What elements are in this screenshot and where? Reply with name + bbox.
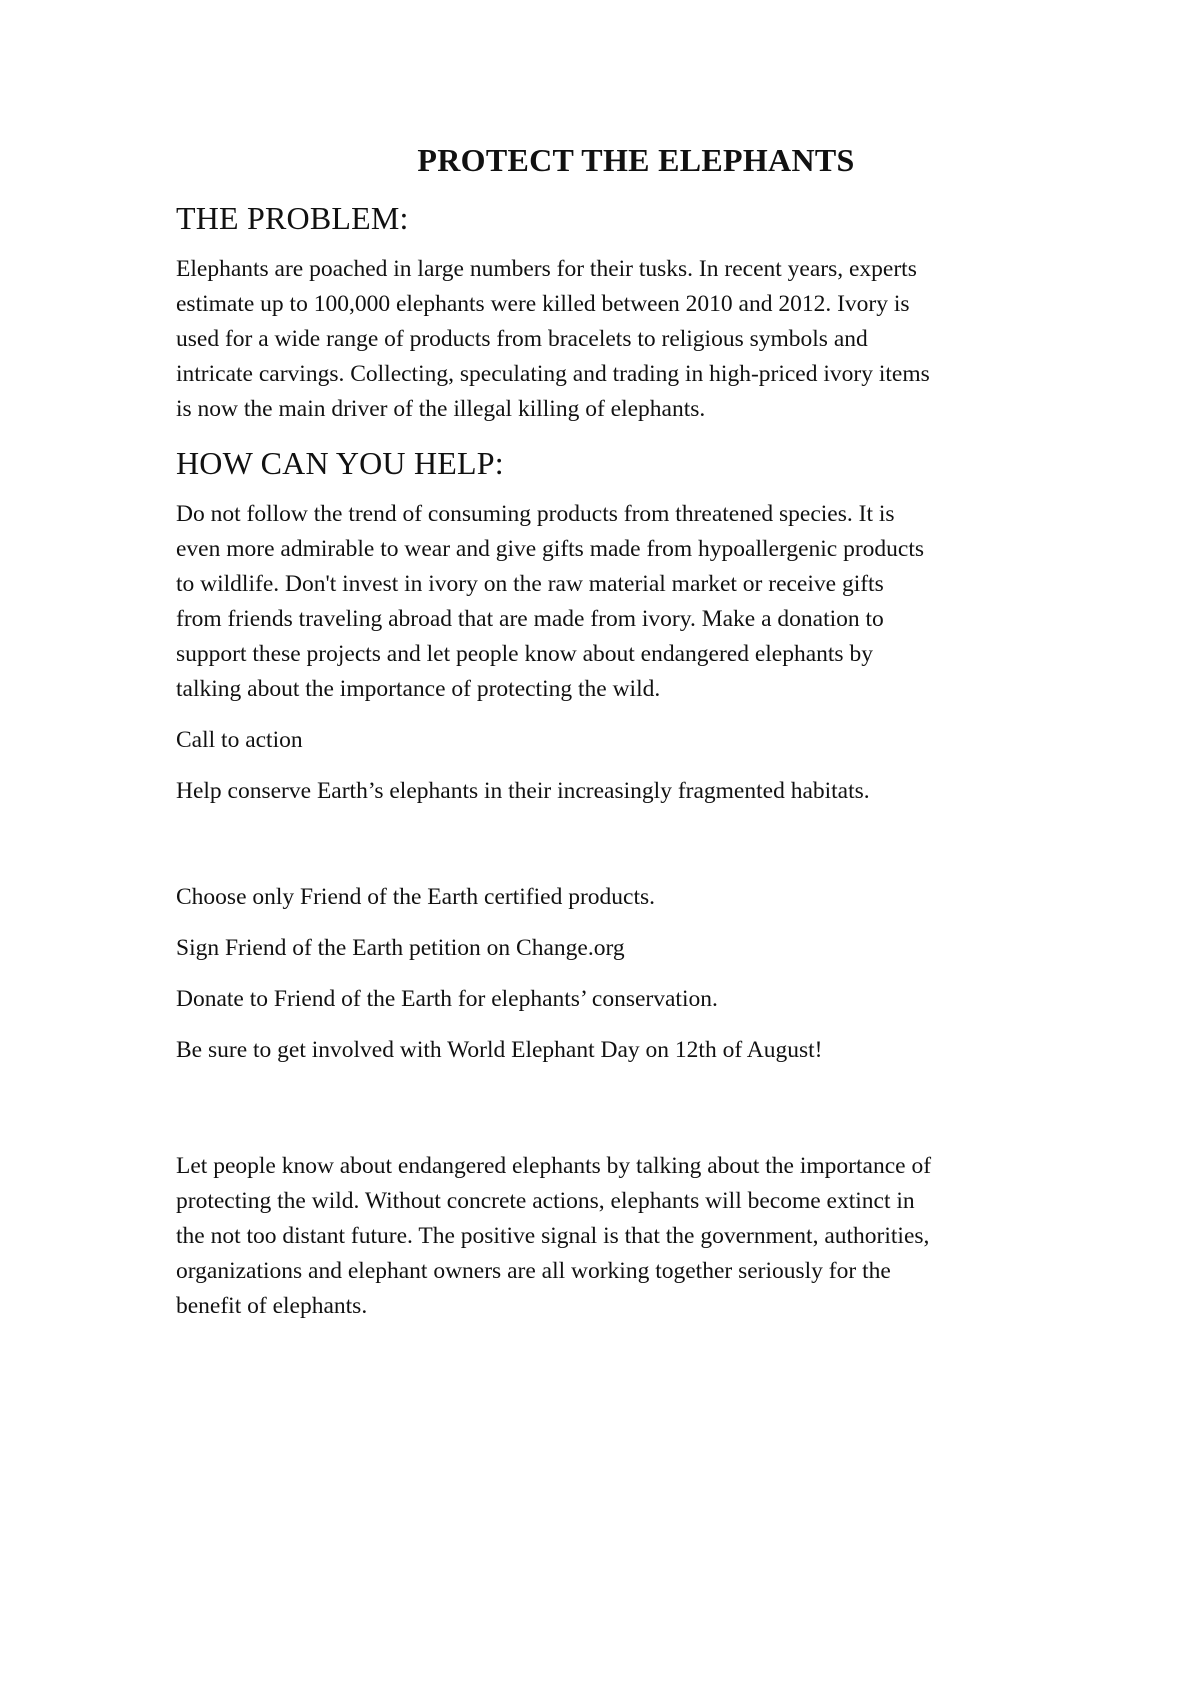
- help-line: to wildlife. Don't invest in ivory on the raw material market or receive gifts: [176, 571, 884, 597]
- help-heading: HOW CAN YOU HELP:: [176, 445, 504, 481]
- problem-line: is now the main driver of the illegal killing of elephants.: [176, 396, 706, 422]
- action-item-donate: Donate to Friend of the Earth for elephants’ conservation.: [176, 986, 718, 1012]
- help-line: Do not follow the trend of consuming products from threatened species. It is: [176, 501, 895, 527]
- call-to-action-label: Call to action: [176, 727, 303, 753]
- help-line: even more admirable to wear and give gifts made from hypoallergenic products: [176, 536, 925, 562]
- action-item-petition: Sign Friend of the Earth petition on Change.org: [176, 935, 625, 961]
- closing-paragraph: [176, 1149, 1096, 1324]
- closing-line: organizations and elephant owners are all working together seriously for the: [176, 1258, 891, 1284]
- closing-line: benefit of elephants.: [176, 1293, 368, 1319]
- problem-line: intricate carvings. Collecting, speculating and trading in high-priced ivory items: [176, 361, 930, 387]
- document-body: [176, 138, 1096, 1324]
- closing-line: Let people know about endangered elephants by talking about the importance of: [176, 1153, 932, 1179]
- blank-line: [176, 809, 1096, 864]
- blank-line: [176, 1068, 1096, 1133]
- help-line: talking about the importance of protecting the wild.: [176, 676, 661, 702]
- conserve-line: Help conserve Earth’s elephants in their increasingly fragmented habitats.: [176, 778, 870, 804]
- closing-line: protecting the wild. Without concrete actions, elephants will become extinct in: [176, 1188, 915, 1214]
- help-paragraph: [176, 497, 1096, 707]
- problem-line: Elephants are poached in large numbers for their tusks. In recent years, experts: [176, 256, 917, 282]
- action-item-certified: Choose only Friend of the Earth certified products.: [176, 884, 656, 910]
- problem-heading: THE PROBLEM:: [176, 200, 409, 236]
- help-line: from friends traveling abroad that are made from ivory. Make a donation to: [176, 606, 884, 632]
- help-line: support these projects and let people know about endangered elephants by: [176, 641, 873, 667]
- action-item-elephant-day: Be sure to get involved with World Elephant Day on 12th of August!: [176, 1037, 823, 1063]
- problem-line: estimate up to 100,000 elephants were killed between 2010 and 2012. Ivory is: [176, 291, 910, 317]
- closing-line: the not too distant future. The positive signal is that the government, authorities,: [176, 1223, 930, 1249]
- problem-paragraph: [176, 252, 1096, 427]
- document-title: PROTECT THE ELEPHANTS: [417, 142, 855, 178]
- problem-line: used for a wide range of products from bracelets to religious symbols and: [176, 326, 868, 352]
